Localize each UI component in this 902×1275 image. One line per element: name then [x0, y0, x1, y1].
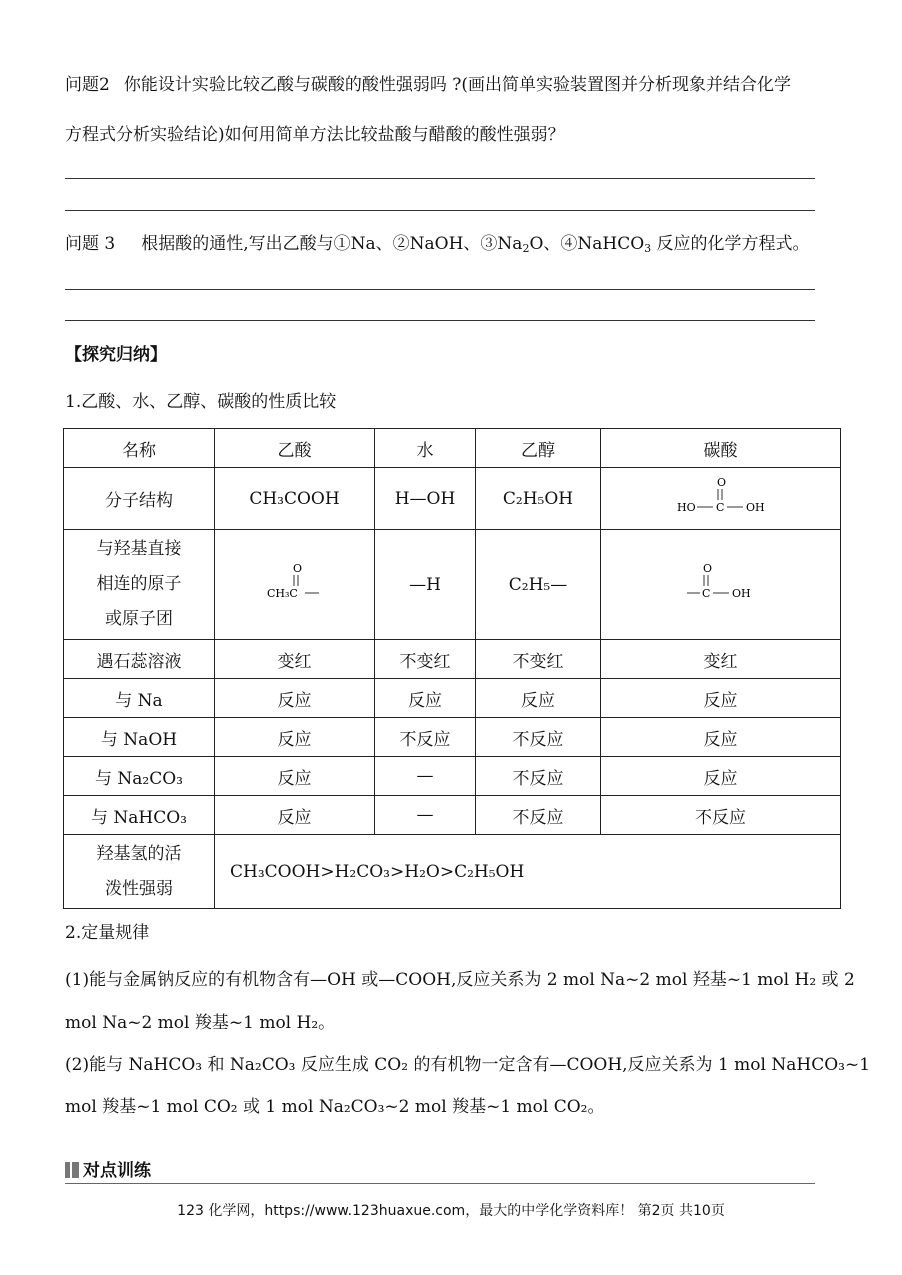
table-cell: 反应 [601, 679, 841, 718]
table-cell: H—OH [375, 468, 476, 530]
row-label-line: 或原子团 [105, 609, 173, 629]
table-cell: 不反应 [476, 718, 601, 757]
acetyl-structure [215, 530, 375, 640]
activity-order: CH₃COOH>H₂CO₃>H₂O>C₂H₅OH [215, 835, 841, 909]
table-cell: C₂H₅— [476, 530, 601, 640]
row-label: 与 Na₂CO₃ [64, 757, 215, 796]
table-cell: 反应 [215, 757, 375, 796]
answer-line [65, 320, 815, 321]
structure-label: C [701, 587, 710, 600]
table-cell: 反应 [476, 679, 601, 718]
table-cell: 不反应 [476, 796, 601, 835]
question-2-line-2: 方程式分析实验结论)如何用简单方法比较盐酸与醋酸的酸性强弱？ [65, 125, 565, 145]
table-row [64, 718, 841, 757]
subscript: 3 [644, 242, 652, 255]
table-row [64, 757, 841, 796]
answer-line [65, 210, 815, 211]
carbonic-acid-structure [601, 468, 841, 530]
table-cell: 变红 [601, 640, 841, 679]
table-cell: 不反应 [601, 796, 841, 835]
row-label-line: 泼性强弱 [105, 878, 173, 899]
table-cell: —H [375, 530, 476, 640]
header-cell: 乙酸 [215, 429, 375, 468]
header-cell: 名称 [64, 429, 215, 468]
subsection-title-1: 1.乙酸、水、乙醇、碳酸的性质比较 [65, 392, 337, 412]
rule-2-line-1: (2)能与 NaHCO₃ 和 Na₂CO₃ 反应生成 CO₂ 的有机物一定含有—COOH,反应关系为 1 mol NaHCO₃~1 [65, 1055, 871, 1075]
table-cell: — [375, 796, 476, 835]
table-row [64, 640, 841, 679]
carbonic-acid-structure-diagram [671, 474, 771, 518]
table-row [64, 468, 841, 530]
table-cell: — [375, 757, 476, 796]
page-footer: 123 化学网，https://www.123huaxue.com，最大的中学化学资料库！ 第2页 共10页 [177, 1203, 725, 1219]
header-cell: 乙醇 [476, 429, 601, 468]
answer-line [65, 178, 815, 179]
table-row [64, 530, 841, 640]
table-cell: 反应 [215, 796, 375, 835]
table-cell: 反应 [601, 757, 841, 796]
row-label: 分子结构 [64, 468, 215, 530]
row-label: 与 NaHCO₃ [64, 796, 215, 835]
table-cell: C₂H₅OH [476, 468, 601, 530]
table-cell: 反应 [375, 679, 476, 718]
subsection-title-2: 2.定量规律 [65, 923, 150, 943]
question-3-text-b: O、④NaHCO [529, 234, 645, 254]
training-heading [65, 1156, 815, 1184]
structure-label: C [715, 501, 724, 514]
question-3-text-a: 根据酸的通性,写出乙酸与①Na、②NaOH、③Na [141, 234, 523, 254]
structure-label: O [716, 476, 726, 489]
table-header-row [64, 429, 841, 468]
table-cell: 反应 [215, 679, 375, 718]
row-label: 与 NaOH [64, 718, 215, 757]
question-2-text-1: 你能设计实验比较乙酸与碳酸的酸性强弱吗 ?(画出简单实验装置图并分析现象并结合化学 [123, 75, 791, 95]
row-label [64, 530, 215, 640]
question-2-label: 问题2 [65, 75, 110, 95]
question-3-label: 问题 3 [65, 234, 116, 254]
structure-label: OH [745, 501, 765, 514]
carboxyl-structure [601, 530, 841, 640]
row-label-line: 羟基氢的活 [96, 843, 182, 864]
section-bar-icon [65, 1162, 79, 1178]
header-cell: 水 [375, 429, 476, 468]
table-cell: 不反应 [476, 757, 601, 796]
table-cell: 反应 [215, 718, 375, 757]
subscript: 2 [522, 242, 530, 255]
table-cell: 不变红 [476, 640, 601, 679]
rule-1-line-1: (1)能与金属钠反应的有机物含有—OH 或—COOH,反应关系为 2 mol Na~2 mol 羟基~1 mol H₂ 或 2 [65, 970, 855, 990]
question-2-line-1 [65, 70, 791, 95]
properties-table [63, 428, 841, 909]
header-cell: 碳酸 [601, 429, 841, 468]
section-title: 【探究归纳】 [65, 345, 167, 365]
row-label: 遇石蕊溶液 [64, 640, 215, 679]
table-cell: CH₃COOH [215, 468, 375, 530]
structure-label: HO [676, 501, 696, 514]
row-label [64, 835, 215, 909]
rule-1-line-2: mol Na~2 mol 羧基~1 mol H₂。 [65, 1013, 336, 1033]
structure-label: OH [731, 587, 751, 600]
table-cell: 不反应 [375, 718, 476, 757]
training-title: 对点训练 [83, 1161, 151, 1181]
table-cell: 反应 [601, 718, 841, 757]
table-cell: 不变红 [375, 640, 476, 679]
row-label: 与 Na [64, 679, 215, 718]
structure-label: O [702, 562, 712, 575]
rule-2-line-2: mol 羧基~1 mol CO₂ 或 1 mol Na₂CO₃~2 mol 羧基~1 mol CO₂。 [65, 1097, 605, 1117]
carboxyl-structure-diagram [686, 560, 756, 604]
table-row [64, 796, 841, 835]
acetyl-structure-diagram [265, 560, 325, 604]
row-label-line: 相连的原子 [96, 574, 182, 594]
question-3-text-c: 反应的化学方程式。 [651, 234, 810, 254]
table-row [64, 679, 841, 718]
row-label-line: 与羟基直接 [96, 539, 182, 559]
structure-label: O [292, 562, 302, 575]
table-cell: 变红 [215, 640, 375, 679]
answer-line [65, 289, 815, 290]
structure-label: CH₃C [266, 587, 298, 600]
question-3 [65, 229, 810, 255]
table-row [64, 835, 841, 909]
